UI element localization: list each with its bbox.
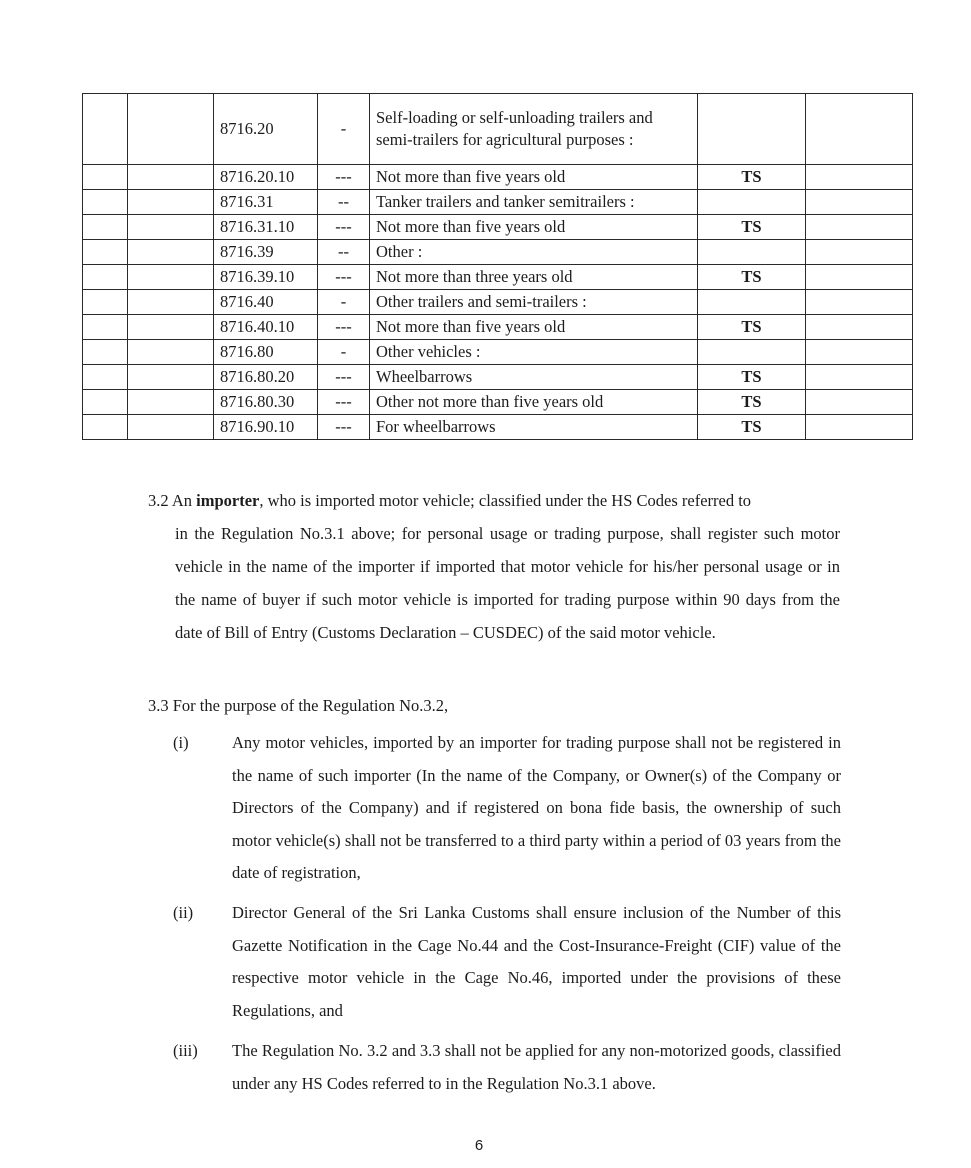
hs-code-cell: 8716.39: [214, 240, 318, 265]
description-cell: Wheelbarrows: [370, 365, 698, 390]
empty-cell: [83, 215, 128, 240]
description-cell: Other :: [370, 240, 698, 265]
ts-cell: [698, 340, 806, 365]
dash-cell: -: [318, 290, 370, 315]
hs-code-cell: 8716.31.10: [214, 215, 318, 240]
dash-cell: ---: [318, 215, 370, 240]
importer-term: importer: [196, 491, 260, 510]
empty-cell: [83, 290, 128, 315]
hs-code-cell: 8716.40.10: [214, 315, 318, 340]
dash-cell: --: [318, 190, 370, 215]
empty-cell: [128, 290, 214, 315]
dash-cell: ---: [318, 390, 370, 415]
ts-cell: [698, 190, 806, 215]
description-cell: Not more than five years old: [370, 165, 698, 190]
description-cell: Not more than five years old: [370, 215, 698, 240]
empty-cell: [83, 165, 128, 190]
hs-code-cell: 8716.39.10: [214, 265, 318, 290]
empty-cell: [128, 390, 214, 415]
table-row: [83, 290, 913, 315]
table-row: [83, 240, 913, 265]
hs-code-cell: 8716.90.10: [214, 415, 318, 440]
empty-cell: [83, 365, 128, 390]
empty-cell: [128, 315, 214, 340]
table-row: [83, 190, 913, 215]
section-3-2: [148, 484, 840, 649]
empty-cell: [83, 240, 128, 265]
dash-cell: -: [318, 94, 370, 165]
empty-cell: [806, 165, 913, 190]
dash-cell: ---: [318, 265, 370, 290]
description-cell: Not more than three years old: [370, 265, 698, 290]
section-3-2-text-rest: in the Regulation No.3.1 above; for personal usage or trading purpose, shall register such motor vehicle in the name of the importer if imported that motor vehicle for his/her personal usage or in the name of buyer if such motor vehicle is imported for trading purpose within 90 days from the date of Bill of Entry (Customs Declaration – CUSDEC) of the said motor vehicle.: [175, 524, 840, 642]
dash-cell: ---: [318, 165, 370, 190]
table-row: [83, 94, 913, 165]
empty-cell: [128, 240, 214, 265]
hs-code-cell: 8716.80: [214, 340, 318, 365]
empty-cell: [806, 315, 913, 340]
clause-text: The Regulation No. 3.2 and 3.3 shall not be applied for any non-motorized goods, classified under any HS Codes referred to in the Regulation No.3.1 above.: [232, 1041, 841, 1093]
empty-cell: [806, 365, 913, 390]
hs-code-cell: 8716.31: [214, 190, 318, 215]
table-row: [83, 365, 913, 390]
table-row: [83, 265, 913, 290]
ts-cell: TS: [698, 165, 806, 190]
table-row: [83, 315, 913, 340]
section-3-2-number: 3.2 An: [148, 491, 197, 510]
ts-cell: [698, 240, 806, 265]
empty-cell: [83, 94, 128, 165]
description-cell: For wheelbarrows: [370, 415, 698, 440]
section-3-2-first-line: [148, 484, 840, 517]
empty-cell: [806, 415, 913, 440]
dash-cell: -: [318, 340, 370, 365]
ts-cell: TS: [698, 265, 806, 290]
clause-text: Any motor vehicles, imported by an importer for trading purpose shall not be registered in the name of such importer (In the name of the Company, or Owner(s) of the Company or Directors of the Company) and if registered on bona fide basis, the ownership of such motor vehicle(s) shall not be transferred to a third party within a period of 03 years from the date of registration,: [232, 733, 841, 882]
dash-cell: ---: [318, 415, 370, 440]
ts-cell: [698, 94, 806, 165]
clause-number: (i): [173, 733, 189, 752]
table-row: [83, 340, 913, 365]
empty-cell: [128, 190, 214, 215]
empty-cell: [128, 215, 214, 240]
description-cell: Other vehicles :: [370, 340, 698, 365]
empty-cell: [83, 190, 128, 215]
empty-cell: [83, 265, 128, 290]
ts-cell: TS: [698, 315, 806, 340]
hs-code-cell: 8716.20.10: [214, 165, 318, 190]
dash-cell: ---: [318, 365, 370, 390]
empty-cell: [83, 340, 128, 365]
hs-code-cell: 8716.40: [214, 290, 318, 315]
empty-cell: [806, 240, 913, 265]
description-cell: Tanker trailers and tanker semitrailers :: [370, 190, 698, 215]
empty-cell: [128, 165, 214, 190]
clause-number: (iii): [173, 1041, 198, 1060]
empty-cell: [806, 190, 913, 215]
ts-cell: [698, 290, 806, 315]
description-cell: Other trailers and semi-trailers :: [370, 290, 698, 315]
table-row: [83, 390, 913, 415]
empty-cell: [128, 415, 214, 440]
table-row: [83, 415, 913, 440]
empty-cell: [83, 315, 128, 340]
table-row: [83, 165, 913, 190]
page-number: 6: [474, 1137, 484, 1154]
section-3-2-text-first: , who is imported motor vehicle; classified under the HS Codes referred to: [259, 491, 752, 510]
hs-code-cell: 8716.80.20: [214, 365, 318, 390]
empty-cell: [806, 215, 913, 240]
empty-cell: [806, 340, 913, 365]
ts-cell: TS: [698, 415, 806, 440]
ts-cell: TS: [698, 215, 806, 240]
section-3-3-heading: 3.3 For the purpose of the Regulation No.3.2,: [148, 696, 449, 715]
hs-code-cell: 8716.20: [214, 94, 318, 165]
description-cell: Other not more than five years old: [370, 390, 698, 415]
ts-cell: TS: [698, 365, 806, 390]
description-cell: Not more than five years old: [370, 315, 698, 340]
clause-text: Director General of the Sri Lanka Customs shall ensure inclusion of the Number of this Gazette Notification in the Cage No.44 and the Cost-Insurance-Freight (CIF) value of the respective motor vehicle in the Cage No.46, imported under the provisions of these Regulations, and: [232, 903, 841, 1020]
description-cell: Self-loading or self-unloading trailers and semi-trailers for agricultural purposes :: [370, 94, 698, 165]
empty-cell: [128, 265, 214, 290]
empty-cell: [806, 265, 913, 290]
empty-cell: [128, 365, 214, 390]
empty-cell: [83, 390, 128, 415]
table-row: [83, 215, 913, 240]
empty-cell: [806, 290, 913, 315]
dash-cell: ---: [318, 315, 370, 340]
empty-cell: [806, 390, 913, 415]
empty-cell: [128, 340, 214, 365]
empty-cell: [83, 415, 128, 440]
hs-code-cell: 8716.80.30: [214, 390, 318, 415]
dash-cell: --: [318, 240, 370, 265]
empty-cell: [806, 94, 913, 165]
clause-number: (ii): [173, 903, 194, 922]
hs-code-table: [82, 93, 913, 440]
empty-cell: [128, 94, 214, 165]
ts-cell: TS: [698, 390, 806, 415]
